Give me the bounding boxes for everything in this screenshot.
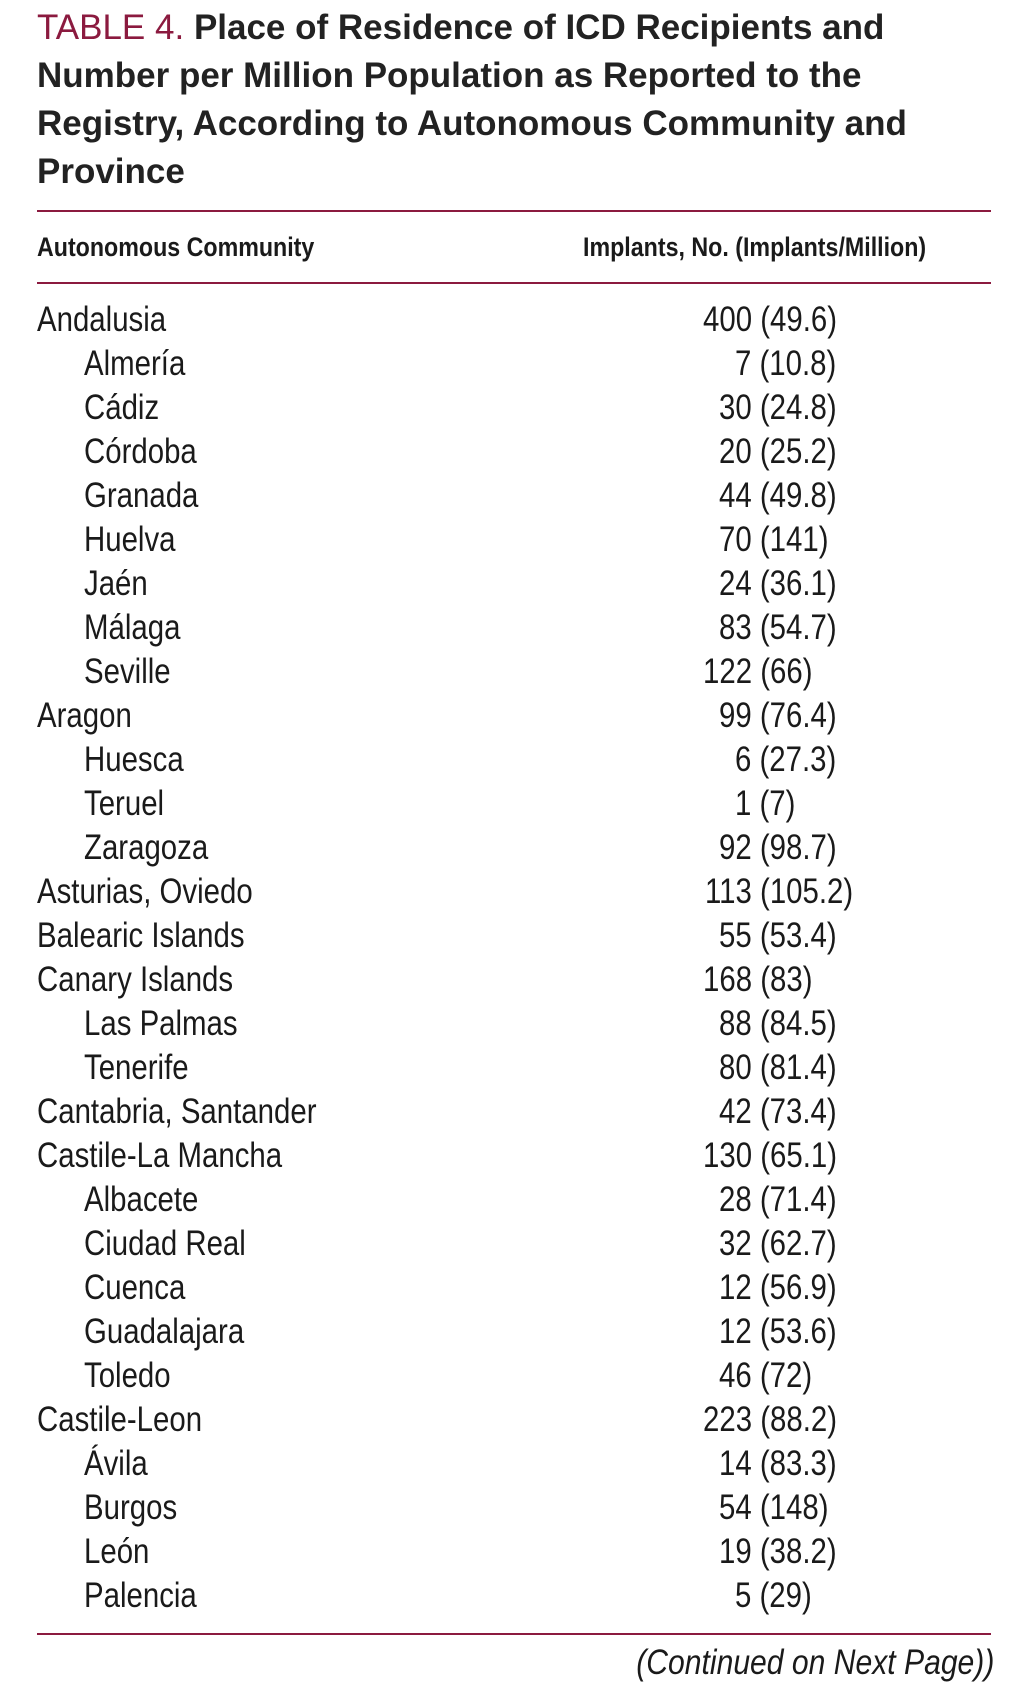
- province-name: Jaén: [84, 564, 148, 603]
- table-row: [0, 650, 1012, 694]
- column-header-community: Autonomous Community: [37, 232, 315, 262]
- table-row: [0, 1354, 1012, 1398]
- community-name: Andalusia: [37, 300, 167, 339]
- table-row: [0, 694, 1012, 738]
- community-name: Aragon: [37, 696, 132, 735]
- table-row: [0, 870, 1012, 914]
- table-row: [0, 1310, 1012, 1354]
- province-name: Tenerife: [84, 1048, 189, 1087]
- table-row: [0, 1442, 1012, 1486]
- community-name: Castile-La Mancha: [37, 1136, 283, 1175]
- province-name: Ciudad Real: [84, 1224, 246, 1263]
- province-name: Málaga: [84, 608, 181, 647]
- continued-note: (Continued on Next Page)): [635, 1643, 994, 1682]
- table-row: [0, 958, 1012, 1002]
- column-header-implants: Implants, No. (Implants/Million): [583, 232, 927, 262]
- table-row: [0, 474, 1012, 518]
- table-row: [0, 298, 1012, 342]
- table-row: [0, 826, 1012, 870]
- province-name: Teruel: [84, 784, 165, 823]
- community-name: Canary Islands: [37, 960, 234, 999]
- implants-value: 55 (53.4): [719, 916, 837, 955]
- table-body: [0, 298, 1012, 1618]
- province-name: León: [84, 1532, 150, 1571]
- implants-value: 24 (36.1): [719, 564, 837, 603]
- implants-value: 130 (65.1): [702, 1136, 837, 1175]
- community-name: Balearic Islands: [37, 916, 245, 955]
- implants-value: 30 (24.8): [719, 388, 837, 427]
- province-name: Córdoba: [84, 432, 197, 471]
- province-name: Guadalajara: [84, 1312, 245, 1351]
- province-name: Ávila: [84, 1444, 148, 1483]
- province-name: Cádiz: [84, 388, 160, 427]
- province-name: Las Palmas: [84, 1004, 238, 1043]
- table-row: [0, 1222, 1012, 1266]
- implants-value: 99 (76.4): [719, 696, 837, 735]
- implants-value: 32 (62.7): [719, 1224, 837, 1263]
- province-name: Palencia: [84, 1576, 197, 1615]
- table-row: [0, 1046, 1012, 1090]
- implants-value: 5 (29): [735, 1576, 813, 1615]
- implants-value: 400 (49.6): [702, 300, 837, 339]
- table-row: [0, 430, 1012, 474]
- province-name: Zaragoza: [84, 828, 209, 867]
- community-name: Castile-Leon: [37, 1400, 203, 1439]
- table-row: [0, 782, 1012, 826]
- table-row: [0, 1398, 1012, 1442]
- implants-value: 122 (66): [702, 652, 813, 691]
- table-row: [0, 1178, 1012, 1222]
- table-row: [0, 1090, 1012, 1134]
- province-name: Toledo: [84, 1356, 171, 1395]
- table-label: TABLE 4.: [37, 8, 185, 47]
- table-row: [0, 386, 1012, 430]
- table-row: [0, 914, 1012, 958]
- bottom-rule: [37, 1633, 991, 1635]
- table-row: [0, 1574, 1012, 1618]
- implants-value: 42 (73.4): [719, 1092, 837, 1131]
- implants-value: 54 (148): [719, 1488, 829, 1527]
- implants-value: 12 (53.6): [719, 1312, 837, 1351]
- table-row: [0, 1486, 1012, 1530]
- table-row: [0, 1002, 1012, 1046]
- implants-value: 92 (98.7): [719, 828, 837, 867]
- implants-value: 14 (83.3): [719, 1444, 837, 1483]
- implants-value: 7 (10.8): [735, 344, 837, 383]
- table-row: [0, 1266, 1012, 1310]
- table-row: [0, 1134, 1012, 1178]
- province-name: Huesca: [84, 740, 184, 779]
- table-row: [0, 1530, 1012, 1574]
- implants-value: 28 (71.4): [719, 1180, 837, 1219]
- implants-value: 83 (54.7): [719, 608, 837, 647]
- top-rule: [37, 210, 991, 212]
- implants-value: 6 (27.3): [735, 740, 837, 779]
- province-name: Cuenca: [84, 1268, 186, 1307]
- implants-value: 46 (72): [719, 1356, 813, 1395]
- table-title-text: Place of Residence of ICD Recipients and Number per Million Population as Reported to the Registry, According to Autonomous Community and Province: [37, 8, 907, 191]
- community-name: Asturias, Oviedo: [37, 872, 253, 911]
- header-rule: [37, 282, 991, 284]
- implants-value: 88 (84.5): [719, 1004, 837, 1043]
- implants-value: 113 (105.2): [704, 872, 854, 911]
- province-name: Burgos: [84, 1488, 178, 1527]
- implants-value: 70 (141): [719, 520, 829, 559]
- implants-value: 20 (25.2): [719, 432, 837, 471]
- implants-value: 168 (83): [702, 960, 813, 999]
- province-name: Almería: [84, 344, 186, 383]
- implants-value: 223 (88.2): [702, 1400, 837, 1439]
- table-row: [0, 738, 1012, 782]
- table-row: [0, 342, 1012, 386]
- implants-value: 19 (38.2): [719, 1532, 837, 1571]
- province-name: Seville: [84, 652, 171, 691]
- implants-value: 1 (7): [735, 784, 796, 823]
- table-title: [37, 4, 977, 196]
- table-row: [0, 518, 1012, 562]
- province-name: Huelva: [84, 520, 176, 559]
- implants-value: 12 (56.9): [719, 1268, 837, 1307]
- province-name: Granada: [84, 476, 199, 515]
- table-row: [0, 562, 1012, 606]
- implants-value: 44 (49.8): [719, 476, 837, 515]
- implants-value: 80 (81.4): [719, 1048, 837, 1087]
- province-name: Albacete: [84, 1180, 199, 1219]
- table-row: [0, 606, 1012, 650]
- community-name: Cantabria, Santander: [37, 1092, 317, 1131]
